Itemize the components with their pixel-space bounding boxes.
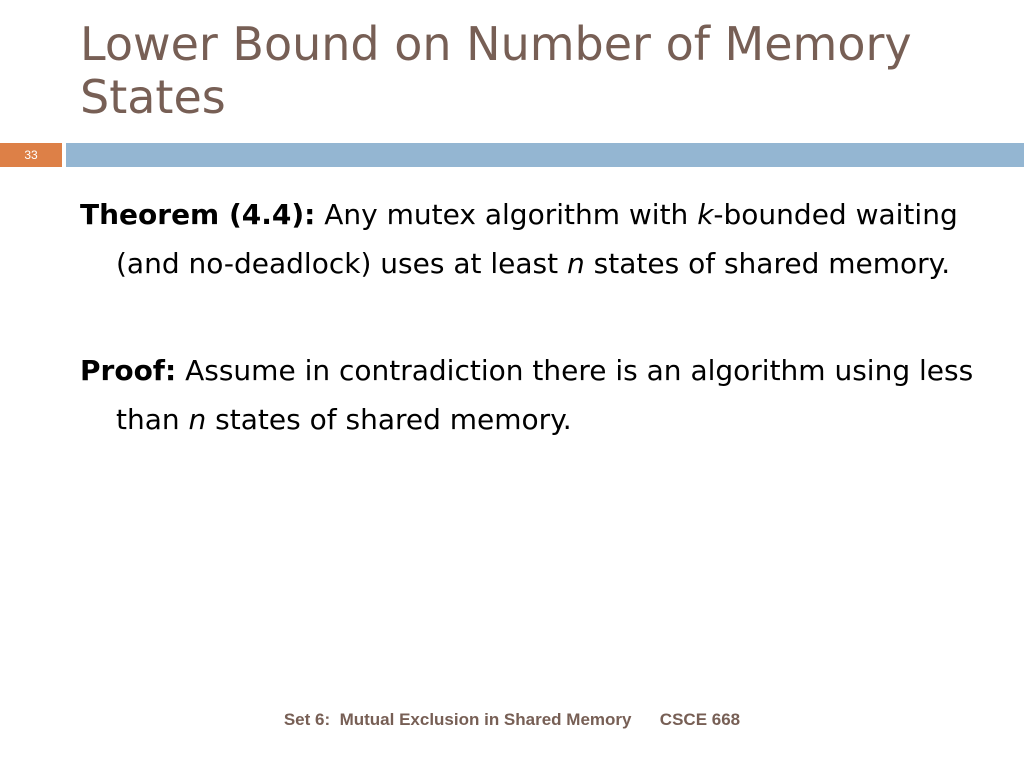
slide-title: Lower Bound on Number of Memory States <box>80 17 912 124</box>
theorem-text-1: Any mutex algorithm with <box>315 198 698 231</box>
proof-text-1: Assume in contradiction there is an algorithm using less than <box>116 354 974 436</box>
theorem-var-n: n <box>567 247 585 280</box>
theorem-var-k: k <box>697 198 714 231</box>
theorem-label: Theorem (4.4): <box>80 198 316 231</box>
theorem-paragraph <box>80 190 996 288</box>
title-divider-bar <box>66 143 1024 167</box>
proof-label: Proof: <box>80 354 177 387</box>
slide-number: 33 <box>24 148 38 162</box>
proof-text-2: states of shared memory. <box>206 403 572 436</box>
proof-var-n: n <box>188 403 207 436</box>
slide-footer: Set 6: Mutual Exclusion in Shared Memory CSCE 668 <box>283 710 741 729</box>
theorem-text-3: states of shared memory. <box>584 247 951 280</box>
proof-paragraph <box>80 346 996 444</box>
theorem-text-2: -bounded waiting (and no-deadlock) uses at least <box>116 198 958 280</box>
